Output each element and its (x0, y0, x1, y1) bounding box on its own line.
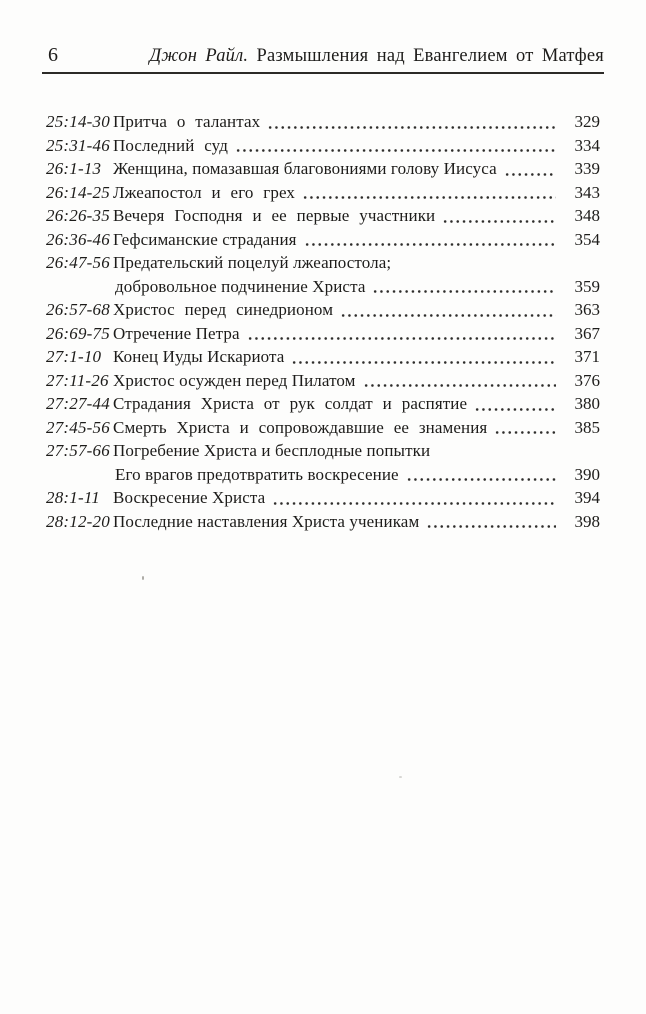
toc-entry (46, 110, 600, 134)
entry-page-number: 334 (574, 135, 600, 155)
dot-leader (426, 510, 556, 534)
verse-range: 26:14-25 (46, 182, 110, 202)
running-title (149, 46, 604, 67)
entry-page-number: 363 (574, 300, 600, 319)
dot-leader (372, 275, 556, 299)
verse-range: 27:45-56 (46, 417, 110, 437)
verse-range: 27:11-26 (46, 370, 109, 390)
dot-leader (267, 110, 556, 134)
toc-entry-continuation (46, 463, 600, 487)
entry-page-number: 398 (574, 511, 600, 531)
verse-range: 25:14-30 (46, 112, 110, 131)
toc-entry (46, 486, 600, 510)
verse-range: 26:26-35 (46, 206, 110, 225)
entry-title: Предательский поцелуй лжеапостола; (113, 253, 392, 272)
table-of-contents (46, 110, 600, 533)
verse-range: 27:1-10 (46, 347, 102, 366)
entry-title: Гефсиманские страдания (113, 229, 297, 249)
verse-range: 27:27-44 (46, 394, 110, 413)
entry-title: Погребение Христа и бесплодные попытки (113, 441, 431, 460)
toc-entry (46, 298, 600, 322)
dot-leader (340, 298, 556, 322)
entry-title: Смерть Христа и сопровождавшие ее знамения (113, 417, 488, 437)
running-title-author: Джон Райл. (149, 46, 249, 66)
dot-leader (302, 181, 556, 205)
entry-title-continuation: Его врагов предотвратить воскресение (115, 464, 399, 484)
dot-leader (474, 392, 556, 416)
entry-title: Воскресение Христа (113, 488, 266, 507)
entry-title: Христос осужден перед Пилатом (113, 370, 356, 390)
dot-leader (247, 322, 556, 346)
entry-page-number: 390 (574, 464, 600, 484)
toc-entry (46, 322, 600, 346)
entry-title: Последний суд (113, 135, 228, 155)
entry-title: Женщина, помазавшая благовониями голову Иисуса (113, 159, 497, 178)
entry-title: Христос перед синедрионом (113, 300, 334, 319)
dot-leader (235, 134, 556, 158)
verse-range: 26:69-75 (46, 323, 110, 343)
scan-speck (399, 776, 402, 778)
entry-page-number: 359 (574, 276, 600, 296)
verse-range: 26:36-46 (46, 229, 110, 249)
entry-title: Отречение Петра (113, 323, 240, 343)
entry-page-number: 394 (574, 488, 600, 507)
running-header (42, 44, 604, 74)
entry-page-number: 354 (574, 229, 600, 249)
toc-entry (46, 439, 600, 463)
verse-range: 25:31-46 (46, 135, 110, 155)
verse-range: 26:1-13 (46, 159, 102, 178)
dot-leader (272, 486, 556, 510)
entry-title: Последние наставления Христа ученикам (113, 511, 420, 531)
dot-leader (304, 228, 556, 252)
entry-title-continuation: добровольное подчинение Христа (115, 276, 366, 296)
entry-title: Страдания Христа от рук солдат и распятие (113, 394, 468, 413)
entry-page-number: 385 (574, 417, 600, 437)
scan-speck (142, 576, 144, 580)
entry-page-number: 348 (574, 206, 600, 225)
entry-page-number: 367 (574, 323, 600, 343)
dot-leader (406, 463, 556, 487)
entry-title: Притча о талантах (113, 112, 261, 131)
toc-entry (46, 251, 600, 275)
entry-page-number: 329 (574, 112, 600, 131)
entry-page-number: 343 (574, 182, 600, 202)
dot-leader (442, 204, 556, 228)
entry-page-number: 371 (574, 347, 600, 366)
page-number: 6 (48, 44, 58, 66)
toc-entry (46, 392, 600, 416)
toc-entry (46, 134, 600, 158)
toc-entry (46, 345, 600, 369)
entry-page-number: 376 (574, 370, 600, 390)
entry-title: Конец Иуды Искариота (113, 347, 285, 366)
dot-leader (291, 345, 556, 369)
entry-page-number: 339 (574, 159, 600, 178)
verse-range: 26:57-68 (46, 300, 110, 319)
entry-page-number: 380 (574, 394, 600, 413)
entry-title: Вечеря Господня и ее первые участники (113, 206, 436, 225)
dot-leader (363, 369, 556, 393)
toc-entry (46, 204, 600, 228)
verse-range: 26:47-56 (46, 253, 110, 272)
verse-range: 28:1-11 (46, 488, 100, 507)
toc-entry-continuation (46, 275, 600, 299)
verse-range: 27:57-66 (46, 441, 110, 460)
entry-title: Лжеапостол и его грех (113, 182, 295, 202)
verse-range: 28:12-20 (46, 511, 110, 531)
toc-entry (46, 510, 600, 534)
toc-entry (46, 416, 600, 440)
dot-leader (494, 416, 556, 440)
toc-entry (46, 228, 600, 252)
toc-entry (46, 181, 600, 205)
running-title-book: Размышления над Евангелием от Матфея (256, 46, 604, 66)
dot-leader (504, 157, 556, 181)
toc-entry (46, 369, 600, 393)
toc-entry (46, 157, 600, 181)
